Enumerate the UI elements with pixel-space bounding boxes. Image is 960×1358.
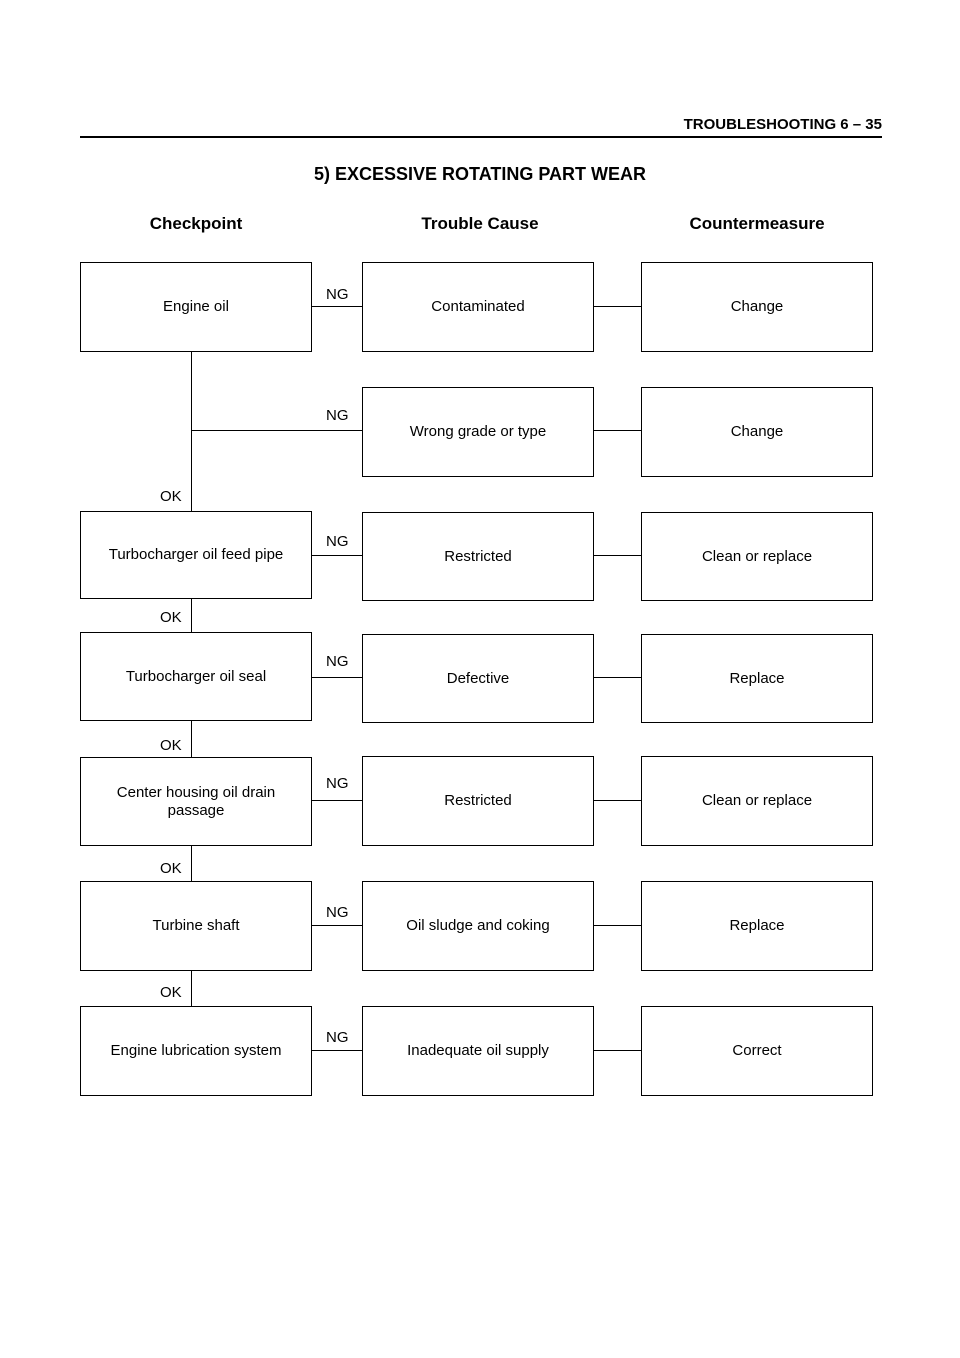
ng-label: NG (326, 533, 349, 550)
page-title: 5) EXCESSIVE ROTATING PART WEAR (313, 164, 647, 184)
checkpoint-box-turbine-shaft: Turbine shaft (80, 881, 312, 971)
page-header: TROUBLESHOOTING 6 – 35 (683, 116, 882, 133)
checkpoint-box-engine-oil: Engine oil (80, 262, 312, 352)
ng-label: NG (326, 407, 349, 424)
ok-label: OK (160, 737, 182, 754)
ok-label: OK (160, 984, 182, 1001)
countermeasure-box-change: Change (641, 387, 873, 477)
ng-connector (312, 1050, 362, 1051)
ng-label: NG (326, 904, 349, 921)
cause-connector (594, 925, 641, 926)
countermeasure-box-change: Change (641, 262, 873, 352)
ng-connector (312, 555, 362, 556)
ng-label: NG (326, 653, 349, 670)
ok-label: OK (160, 609, 182, 626)
header-rule (80, 136, 882, 138)
checkpoint-box-lubrication-system: Engine lubrication system (80, 1006, 312, 1096)
cause-box-restricted: Restricted (362, 756, 594, 846)
ng-connector (312, 677, 362, 678)
cause-box-inadequate-oil-supply: Inadequate oil supply (362, 1006, 594, 1096)
cause-connector (594, 306, 641, 307)
countermeasure-box-correct: Correct (641, 1006, 873, 1096)
countermeasure-box-replace: Replace (641, 634, 873, 723)
cause-connector (594, 430, 641, 431)
ok-connector (191, 971, 192, 1006)
ng-connector-branch (191, 430, 362, 431)
ok-connector (191, 846, 192, 881)
ng-label: NG (326, 286, 349, 303)
ok-label: OK (160, 860, 182, 877)
cause-connector (594, 555, 641, 556)
ok-connector (191, 352, 192, 512)
countermeasure-box-replace: Replace (641, 881, 873, 971)
checkpoint-box-drain-passage: Center housing oil drain passage (80, 757, 312, 846)
countermeasure-box-clean-or-replace: Clean or replace (641, 756, 873, 846)
checkpoint-box-oil-feed-pipe: Turbocharger oil feed pipe (80, 511, 312, 599)
column-header-countermeasure: Countermeasure (689, 214, 825, 233)
ok-label: OK (160, 488, 182, 505)
ok-connector (191, 599, 192, 632)
ng-label: NG (326, 1029, 349, 1046)
ok-connector (191, 721, 192, 757)
cause-box-defective: Defective (362, 634, 594, 723)
cause-box-restricted: Restricted (362, 512, 594, 601)
ng-connector (312, 925, 362, 926)
cause-connector (594, 677, 641, 678)
countermeasure-box-clean-or-replace: Clean or replace (641, 512, 873, 601)
cause-box-contaminated: Contaminated (362, 262, 594, 352)
ng-connector (312, 800, 362, 801)
cause-connector (594, 800, 641, 801)
ng-label: NG (326, 775, 349, 792)
cause-connector (594, 1050, 641, 1051)
checkpoint-box-oil-seal: Turbocharger oil seal (80, 632, 312, 721)
column-header-trouble-cause: Trouble Cause (421, 214, 539, 233)
cause-box-wrong-grade: Wrong grade or type (362, 387, 594, 477)
ng-connector (312, 306, 362, 307)
cause-box-oil-sludge: Oil sludge and coking (362, 881, 594, 971)
column-header-checkpoint: Checkpoint (149, 214, 243, 233)
